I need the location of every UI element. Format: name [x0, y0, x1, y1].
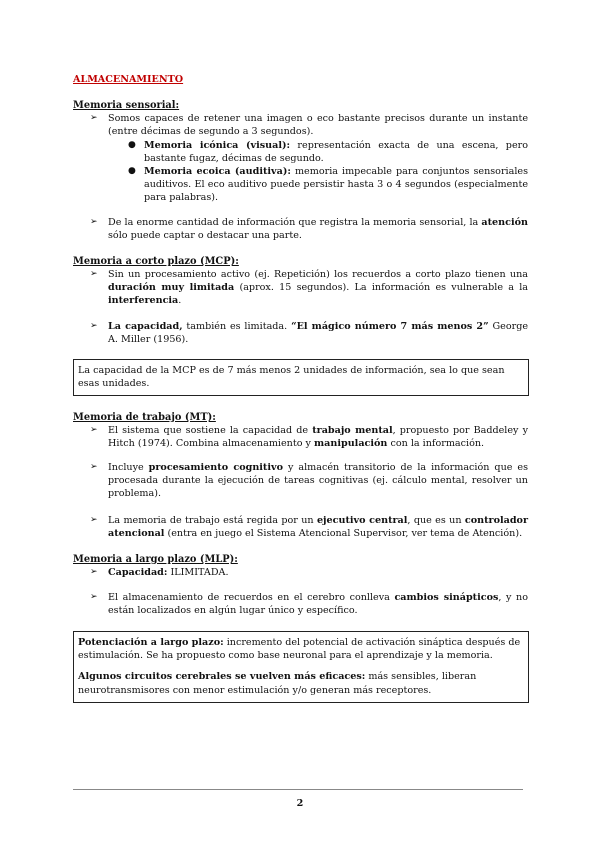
emphasis: cambios sinápticos [394, 592, 499, 603]
note-text: La capacidad de la MCP es de 7 más menos 2 unidades de información, sea lo que sean esas unidades. [78, 365, 505, 390]
emphasis: procesamiento cognitivo [148, 462, 283, 473]
mcp-note-box [73, 359, 529, 396]
term: Algunos circuitos cerebrales se vuelven más eficaces: [78, 671, 366, 683]
list-item [90, 566, 528, 579]
item-text: con la información. [387, 438, 485, 450]
list-item [90, 320, 528, 346]
list-item [90, 591, 528, 617]
item-text: (entra en juego el Sistema Atencional Supervisor, ver tema de Atención). [164, 528, 523, 540]
item-text: , propuesto por Baddeley y Hitch (1974). Combina almacenamiento y [108, 425, 528, 450]
list-item [90, 424, 528, 450]
list-item [90, 461, 528, 501]
heading-mlp: Memoria a largo plazo (MLP): [73, 554, 238, 565]
definition: incremento del potencial de activación sináptica después de estimulación. Se ha propuesto como base neuronal para el aprendizaje y la memoria. [78, 637, 521, 662]
item-text: La memoria de trabajo está regida por un [108, 515, 317, 526]
arrow-bullet-icon: ➢ [90, 425, 98, 435]
footer-divider [73, 789, 523, 790]
item-text: sólo puede captar o destacar una parte. [108, 230, 302, 242]
heading-mt: Memoria de trabajo (MT): [73, 412, 216, 423]
dot-bullet-icon: ● [128, 166, 136, 176]
list-item [90, 216, 528, 242]
definition: memoria impecable para conjuntos sensoriales auditivos. El eco auditivo puede persistir hasta 3 o 4 segundos (especialmente para palabras). [144, 166, 528, 204]
item-text: ILIMITADA. [167, 567, 229, 578]
definition: representación exacta de una escena, pero bastante fugaz, décimas de segundo. [144, 140, 528, 165]
item-text: , que es un [407, 515, 465, 526]
arrow-bullet-icon: ➢ [90, 113, 98, 123]
arrow-bullet-icon: ➢ [90, 269, 98, 279]
term: Memoria icónica (visual): [144, 140, 291, 151]
sub-list-item [128, 139, 528, 165]
sub-list-item [128, 165, 528, 205]
term: Potenciación a largo plazo: [78, 637, 224, 648]
arrow-bullet-icon: ➢ [90, 321, 98, 331]
list-item [90, 112, 528, 138]
emphasis: manipulación [314, 438, 388, 450]
term: Memoria ecoica (auditiva): [144, 166, 291, 177]
item-text: también es limitada. [182, 321, 292, 332]
item-text: El sistema que sostiene la capacidad de [108, 425, 313, 436]
item-text: y almacén transitorio de la información que es procesada durante la ejecución de tareas cognitivas (ej. cálculo mental, resolver un problema). [108, 462, 528, 500]
arrow-bullet-icon: ➢ [90, 567, 98, 577]
emphasis: atención [481, 217, 528, 228]
item-text: De la enorme cantidad de información que registra la memoria sensorial, la [108, 217, 482, 228]
citation: George A. Miller (1956). [108, 321, 529, 346]
arrow-bullet-icon: ➢ [90, 462, 98, 472]
mlp-note-box [73, 631, 529, 703]
item-text: Incluye [108, 462, 149, 473]
arrow-bullet-icon: ➢ [90, 592, 98, 602]
item-text: Sin un procesamiento activo (ej. Repetición) los recuerdos a corto plazo tienen una [108, 269, 528, 280]
item-text: (aprox. 15 segundos). La información es vulnerable a la [234, 282, 528, 294]
emphasis: ejecutivo central [316, 515, 408, 526]
emphasis: controlador atencional [108, 515, 528, 540]
item-text: El almacenamiento de recuerdos en el cerebro conlleva [108, 592, 395, 603]
item-text: . [178, 295, 182, 307]
item-text: Somos capaces de retener una imagen o eco bastante precisos durante un instante (entre décimas de segundo a 3 segundos). [108, 113, 528, 138]
page-title: ALMACENAMIENTO [73, 74, 184, 85]
definition: más sensibles, liberan neurotransmisores con menor estimulación y/o generan más receptores. [78, 671, 477, 696]
emphasis: duración muy limitada [108, 282, 235, 294]
emphasis: La capacidad, [108, 321, 183, 332]
heading-sensorial: Memoria sensorial: [73, 100, 180, 111]
emphasis: trabajo mental [312, 425, 393, 436]
emphasis: interferencia [108, 295, 179, 307]
arrow-bullet-icon: ➢ [90, 515, 98, 525]
arrow-bullet-icon: ➢ [90, 217, 98, 227]
heading-mcp: Memoria a corto plazo (MCP): [73, 256, 239, 267]
quote: “El mágico número 7 más menos 2” [291, 321, 489, 332]
item-text: , y no están localizados en algún lugar único y específico. [108, 592, 528, 617]
emphasis: Capacidad: [108, 567, 168, 578]
list-item [90, 268, 528, 308]
list-item [90, 514, 528, 540]
dot-bullet-icon: ● [128, 140, 136, 150]
page-number: 2 [296, 798, 304, 809]
